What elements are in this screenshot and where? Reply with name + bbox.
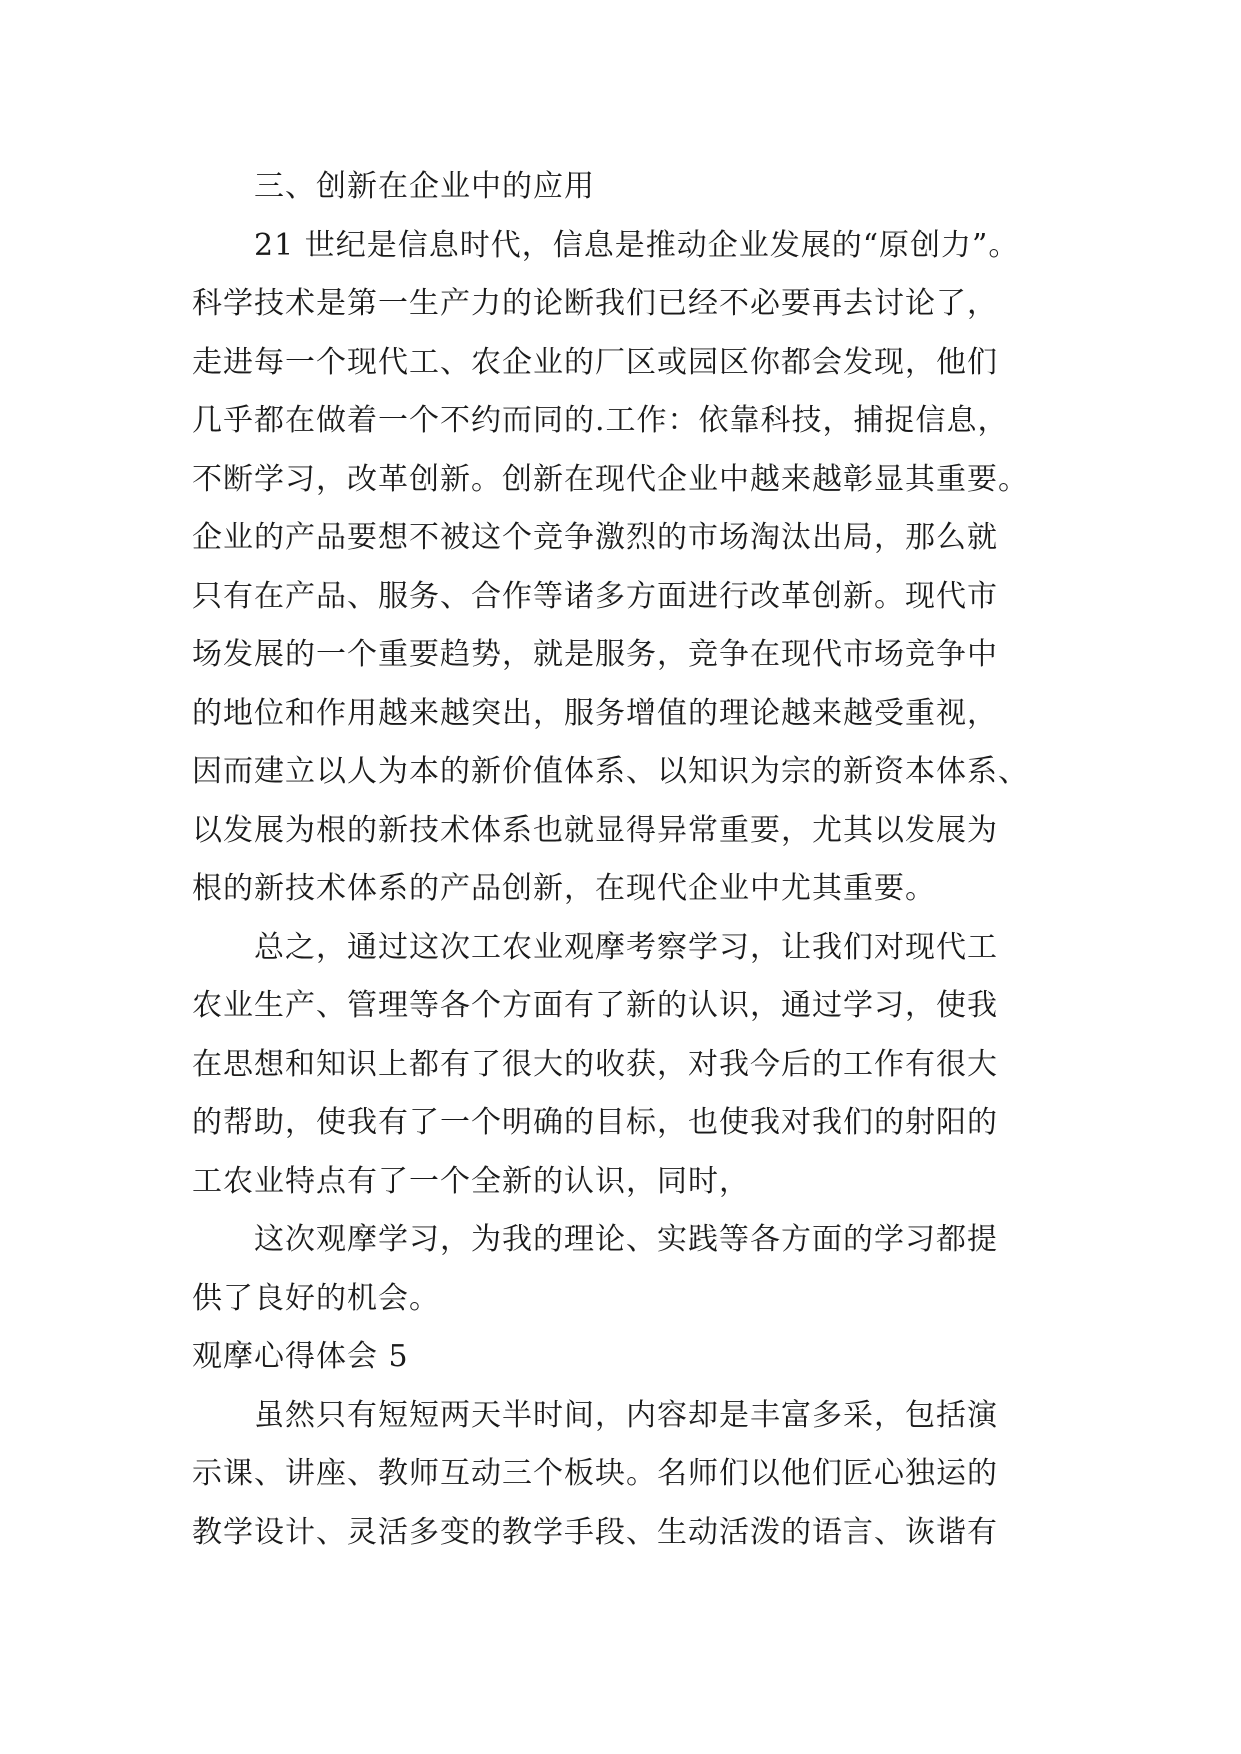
text-line: 21 世纪是信息时代，信息是推动企业发展的“原创力”。 — [254, 227, 1020, 263]
text-line: 走进每一个现代工、农企业的厂区或园区你都会发现，他们 — [192, 344, 998, 380]
text-line: 因而建立以人为本的新价值体系、以知识为宗的新资本体系、 — [192, 754, 1029, 789]
text-line: 在思想和知识上都有了很大的收获，对我今后的工作有很大 — [192, 1046, 998, 1082]
text-line: 这次观摩学习，为我的理论、实践等各方面的学习都提 — [254, 1222, 998, 1257]
text-line: 农业生产、管理等各个方面有了新的认识，通过学习，使我 — [192, 988, 998, 1023]
text-line: 工农业特点有了一个全新的认识，同时， — [192, 1163, 750, 1199]
text-line: 以发展为根的新技术体系也就显得异常重要，尤其以发展为 — [192, 812, 998, 848]
text-line: 企业的产品要想不被这个竞争激烈的市场淘汰出局，那么就 — [192, 520, 998, 555]
document-body — [192, 158, 1052, 1562]
text-line: 的地位和作用越来越突出，服务增值的理论越来越受重视， — [192, 695, 998, 731]
text-line: 不断学习，改革创新。创新在现代企业中越来越彰显其重要。 — [192, 461, 1029, 497]
text-line: 三、创新在企业中的应用 — [254, 169, 595, 204]
text-line: 科学技术是第一生产力的论断我们已经不必要再去讨论了， — [192, 286, 998, 321]
text-line: 示课、讲座、教师互动三个板块。名师们以他们匠心独运的 — [192, 1456, 998, 1491]
text-line: 虽然只有短短两天半时间，内容却是丰富多采，包括演 — [254, 1397, 998, 1433]
text-line: 供了良好的机会。 — [192, 1280, 440, 1316]
text-line: 观摩心得体会 5 — [192, 1339, 409, 1374]
text-line: 只有在产品、服务、合作等诸多方面进行改革创新。现代市 — [192, 578, 998, 614]
text-line: 的帮助，使我有了一个明确的目标，也使我对我们的射阳的 — [192, 1105, 998, 1140]
text-line: 几乎都在做着一个不约而同的.工作：依靠科技，捕捉信息， — [192, 403, 1009, 438]
text-line: 总之，通过这次工农业观摩考察学习，让我们对现代工 — [254, 929, 998, 965]
text-line: 根的新技术体系的产品创新，在现代企业中尤其重要。 — [192, 871, 936, 906]
text-line: 教学设计、灵活多变的教学手段、生动活泼的语言、诙谐有 — [192, 1514, 998, 1550]
text-line: 场发展的一个重要趋势，就是服务，竞争在现代市场竞争中 — [192, 637, 998, 672]
